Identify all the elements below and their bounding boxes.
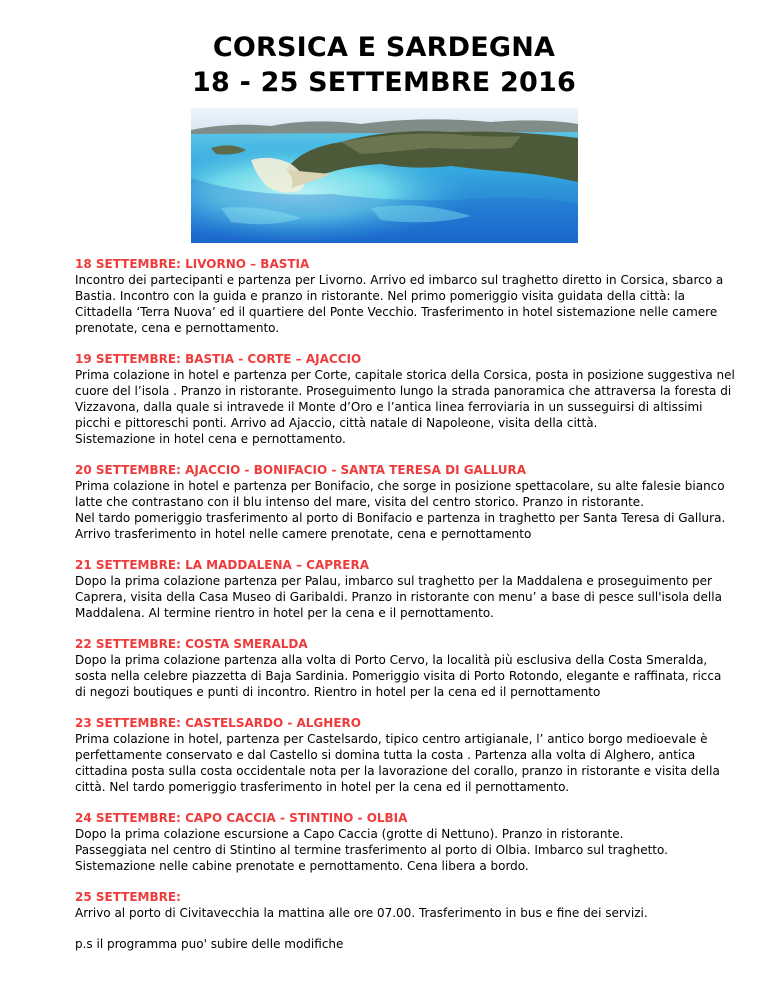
day-description — [75, 367, 735, 447]
day-heading: 25 SETTEMBRE: — [75, 890, 181, 904]
text-line: Cittadella ‘Terra Nuova’ ed il quartiere del Ponte Vecchio. Trasferimento in hotel sistemazione nelle camere — [75, 305, 718, 319]
day-heading: 24 SETTEMBRE: CAPO CACCIA - STINTINO - OLBIA — [75, 811, 408, 825]
day-heading: 20 SETTEMBRE: AJACCIO - BONIFACIO - SANTA TERESA DI GALLURA — [75, 463, 526, 477]
day-2 — [75, 351, 735, 447]
text-line: di negozi boutiques e punti di incontro. Rientro in hotel per la cena ed il pernottamento — [75, 685, 601, 699]
text-line: latte che contrastano con il blu intenso del mare, visita del centro storico. Pranzo in ristorante. — [75, 495, 645, 509]
text-line: cuore del l’isola . Pranzo in ristorante. Proseguimento lungo la strada panoramica che attraversa la foresta di — [75, 384, 732, 398]
footnote: p.s il programma puo' subire delle modifiche — [75, 937, 344, 951]
day-7 — [75, 810, 700, 874]
text-line: cittadina posta sulla costa occidentale nota per la lavorazione del corallo, pranzo in ristorante e visita della — [75, 764, 720, 778]
day-heading: 19 SETTEMBRE: BASTIA - CORTE – AJACCIO — [75, 352, 362, 366]
text-line: Vizzavona, dalla quale si intravede il Monte d’Oro e l’antica linea ferroviaria in un susseguirsi di altissimi — [75, 400, 703, 414]
day-description — [75, 478, 726, 542]
text-line: Dopo la prima colazione partenza per Palau, imbarco sul traghetto per la Maddalena e proseguimento per — [75, 574, 712, 588]
day-3 — [75, 462, 726, 542]
day-description — [75, 731, 720, 795]
day-heading: 18 SETTEMBRE: LIVORNO – BASTIA — [75, 257, 310, 271]
text-line: Prima colazione in hotel e partenza per Corte, capitale storica della Corsica, posta in posizione suggestiva nel — [75, 368, 735, 382]
day-description — [75, 573, 722, 621]
day-description — [75, 652, 722, 700]
day-6 — [75, 715, 720, 795]
day-description — [75, 905, 700, 921]
day-description — [75, 826, 700, 874]
day-5 — [75, 636, 722, 700]
text-line: Nel tardo pomeriggio trasferimento al porto di Bonifacio e partenza in traghetto per Santa Teresa di Gallura. — [75, 511, 726, 525]
text-line: città. Nel tardo pomeriggio trasferimento in hotel per la cena ed il pernottamento. — [75, 780, 570, 794]
text-line: Dopo la prima colazione escursione a Capo Caccia (grotte di Nettuno). Pranzo in ristorante. — [75, 827, 624, 841]
text-line: Prima colazione in hotel, partenza per Castelsardo, tipico centro artigianale, l’ antico borgo medioevale è — [75, 732, 708, 746]
text-line: Incontro dei partecipanti e partenza per Livorno. Arrivo ed imbarco sul traghetto diretto in Corsica, sbarco a — [75, 273, 724, 287]
text-line: Passeggiata nel centro di Stintino al termine trasferimento al porto di Olbia. Imbarco sul traghetto. — [75, 843, 668, 857]
text-line: Sistemazione nelle cabine prenotate e pernottamento. Cena libera a bordo. — [75, 859, 529, 873]
itinerary — [75, 256, 735, 952]
day-heading: 22 SETTEMBRE: COSTA SMERALDA — [75, 637, 308, 651]
page-title: CORSICA E SARDEGNA — [212, 32, 556, 63]
coast-photo — [191, 108, 578, 243]
day-1 — [75, 256, 724, 336]
day-heading: 21 SETTEMBRE: LA MADDALENA – CAPRERA — [75, 558, 369, 572]
text-line: Bastia. Incontro con la guida e pranzo in ristorante. Nel primo pomeriggio visita guidata della città: la — [75, 289, 686, 303]
text-line: sosta nella celebre piazzetta di Baja Sardinia. Pomeriggio visita di Porto Rotondo, elegante e raffinata, ricca — [75, 669, 722, 683]
day-description — [75, 272, 724, 336]
text-line: Arrivo trasferimento in hotel nelle camere prenotate, cena e pernottamento — [75, 527, 532, 541]
text-line: Caprera, visita della Casa Museo di Garibaldi. Pranzo in ristorante con menu’ a base di pesce sull'isola della — [75, 590, 722, 604]
day-8 — [75, 889, 700, 921]
document-title-block — [0, 30, 768, 100]
text-line: perfettamente conservato e dal Castello si domina tutta la costa . Partenza alla volta di Alghero, antica — [75, 748, 696, 762]
text-line: Maddalena. Al termine rientro in hotel per la cena e il pernottamento. — [75, 606, 494, 620]
text-line: prenotate, cena e pernottamento. — [75, 321, 280, 335]
text-line: Prima colazione in hotel e partenza per Bonifacio, che sorge in posizione spettacolare, su alte falesie bianco — [75, 479, 725, 493]
text-line: Dopo la prima colazione partenza alla volta di Porto Cervo, la località più esclusiva della Costa Smeralda, — [75, 653, 708, 667]
page-dates: 18 - 25 SETTEMBRE 2016 — [192, 67, 576, 98]
text-line: Sistemazione in hotel cena e pernottamento. — [75, 432, 346, 446]
day-4 — [75, 557, 722, 621]
text-line: picchi e pittoreschi ponti. Arrivo ad Ajaccio, città natale di Napoleone, visita della città. — [75, 416, 598, 430]
text-line: Arrivo al porto di Civitavecchia la mattina alle ore 07.00. Trasferimento in bus e fine dei servizi. — [75, 906, 648, 920]
day-heading: 23 SETTEMBRE: CASTELSARDO - ALGHERO — [75, 716, 361, 730]
